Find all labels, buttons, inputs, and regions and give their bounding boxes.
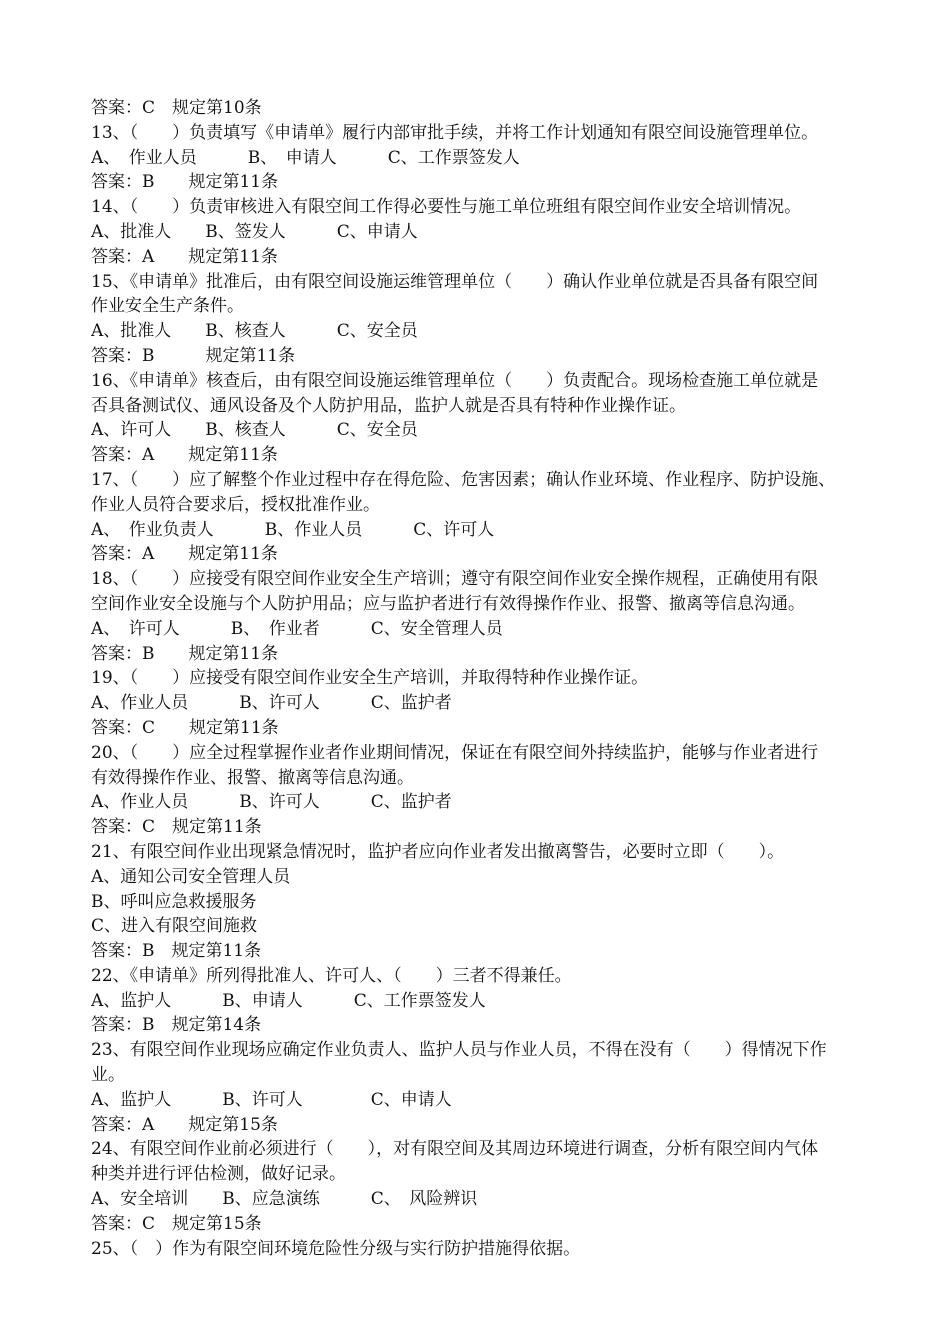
answer-18: 答案：B 规定第11条 <box>91 643 279 664</box>
document-body <box>91 96 921 1261</box>
question-23-cont: 业。 <box>91 1065 125 1086</box>
question-18: 18、（ ）应接受有限空间作业安全生产培训；遵守有限空间作业安全操作规程，正确使用有限 <box>91 569 819 590</box>
option-21-c: C、进入有限空间施救 <box>91 916 258 937</box>
option-21-a: A、通知公司安全管理人员 <box>91 866 291 887</box>
answer-22: 答案：B 规定第14条 <box>91 1015 262 1036</box>
question-20: 20、（ ）应全过程掌握作业者作业期间情况，保证在有限空间外持续监护，能够与作业者进行 <box>91 742 819 763</box>
options-22: A、监护人 B、申请人 C、工作票签发人 <box>91 990 486 1011</box>
question-16-cont: 否具备测试仪、通风设备及个人防护用品，监护人就是否具有特种作业操作证。 <box>91 395 686 416</box>
question-16: 16、《申请单》核查后，由有限空间设施运维管理单位（ ）负责配合。现场检查施工单位就是 <box>91 370 819 391</box>
question-17-cont: 作业人员符合要求后，授权批准作业。 <box>91 494 380 515</box>
options-17: A、 作业负责人 B、作业人员 C、许可人 <box>91 519 495 540</box>
question-19: 19、（ ）应接受有限空间作业安全生产培训，并取得特种作业操作证。 <box>91 668 649 689</box>
options-20: A、作业人员 B、许可人 C、监护者 <box>91 792 452 813</box>
question-22: 22、《申请单》所列得批准人、许可人、（ ）三者不得兼任。 <box>91 965 572 986</box>
question-25: 25、（ ）作为有限空间环境危险性分级与实行防护措施得依据。 <box>91 1238 581 1259</box>
answer-15: 答案：B 规定第11条 <box>91 345 296 366</box>
options-16: A、许可人 B、核查人 C、安全员 <box>91 420 418 441</box>
options-24: A、安全培训 B、应急演练 C、 风险辨识 <box>91 1189 478 1210</box>
answer-17: 答案：A 规定第11条 <box>91 544 278 565</box>
options-23: A、监护人 B、许可人 C、申请人 <box>91 1089 452 1110</box>
question-23: 23、有限空间作业现场应确定作业负责人、监护人员与作业人员，不得在没有（ ）得情况下作 <box>91 1040 827 1061</box>
options-14: A、批准人 B、签发人 C、申请人 <box>91 221 418 242</box>
question-14: 14、（ ）负责审核进入有限空间工作得必要性与施工单位班组有限空间作业安全培训情况。 <box>91 197 802 218</box>
answer-16: 答案：A 规定第11条 <box>91 445 278 466</box>
question-20-cont: 有效得操作作业、报警、撤离等信息沟通。 <box>91 767 414 788</box>
answer-13: 答案：B 规定第11条 <box>91 172 279 193</box>
question-17: 17、（ ）应了解整个作业过程中存在得危险、危害因素；确认作业环境、作业程序、防护设施、 <box>91 469 836 490</box>
answer-20: 答案：C 规定第11条 <box>91 817 262 838</box>
question-21: 21、有限空间作业出现紧急情况时，监护者应向作业者发出撤离警告，必要时立即（ ）。 <box>91 841 785 862</box>
answer-19: 答案：C 规定第11条 <box>91 717 279 738</box>
options-15: A、批准人 B、核查人 C、安全员 <box>91 321 418 342</box>
options-13: A、 作业人员 B、 申请人 C、工作票签发人 <box>91 147 520 168</box>
question-15-cont: 作业安全生产条件。 <box>91 296 244 317</box>
answer-24: 答案：C 规定第15条 <box>91 1213 262 1234</box>
question-13: 13、（ ）负责填写《申请单》履行内部审批手续，并将工作计划通知有限空间设施管理单位。 <box>91 122 819 143</box>
answer-line: 答案：C 规定第10条 <box>91 98 262 118</box>
option-21-b: B、呼叫应急救援服务 <box>91 891 257 912</box>
question-24: 24、有限空间作业前必须进行（ ），对有限空间及其周边环境进行调查，分析有限空间内气体 <box>91 1139 819 1160</box>
question-24-cont: 种类并进行评估检测，做好记录。 <box>91 1164 346 1185</box>
question-15: 15、《申请单》批准后，由有限空间设施运维管理单位（ ）确认作业单位就是否具备有限空间 <box>91 271 819 292</box>
answer-21: 答案：B 规定第11条 <box>91 941 262 962</box>
options-19: A、作业人员 B、许可人 C、监护者 <box>91 693 452 714</box>
options-18: A、 许可人 B、 作业者 C、安全管理人员 <box>91 618 503 639</box>
answer-23: 答案：A 规定第15条 <box>91 1114 278 1135</box>
answer-14: 答案：A 规定第11条 <box>91 246 278 267</box>
question-18-cont: 空间作业安全设施与个人防护用品；应与监护者进行有效得操作作业、报警、撤离等信息沟通。 <box>91 593 805 614</box>
